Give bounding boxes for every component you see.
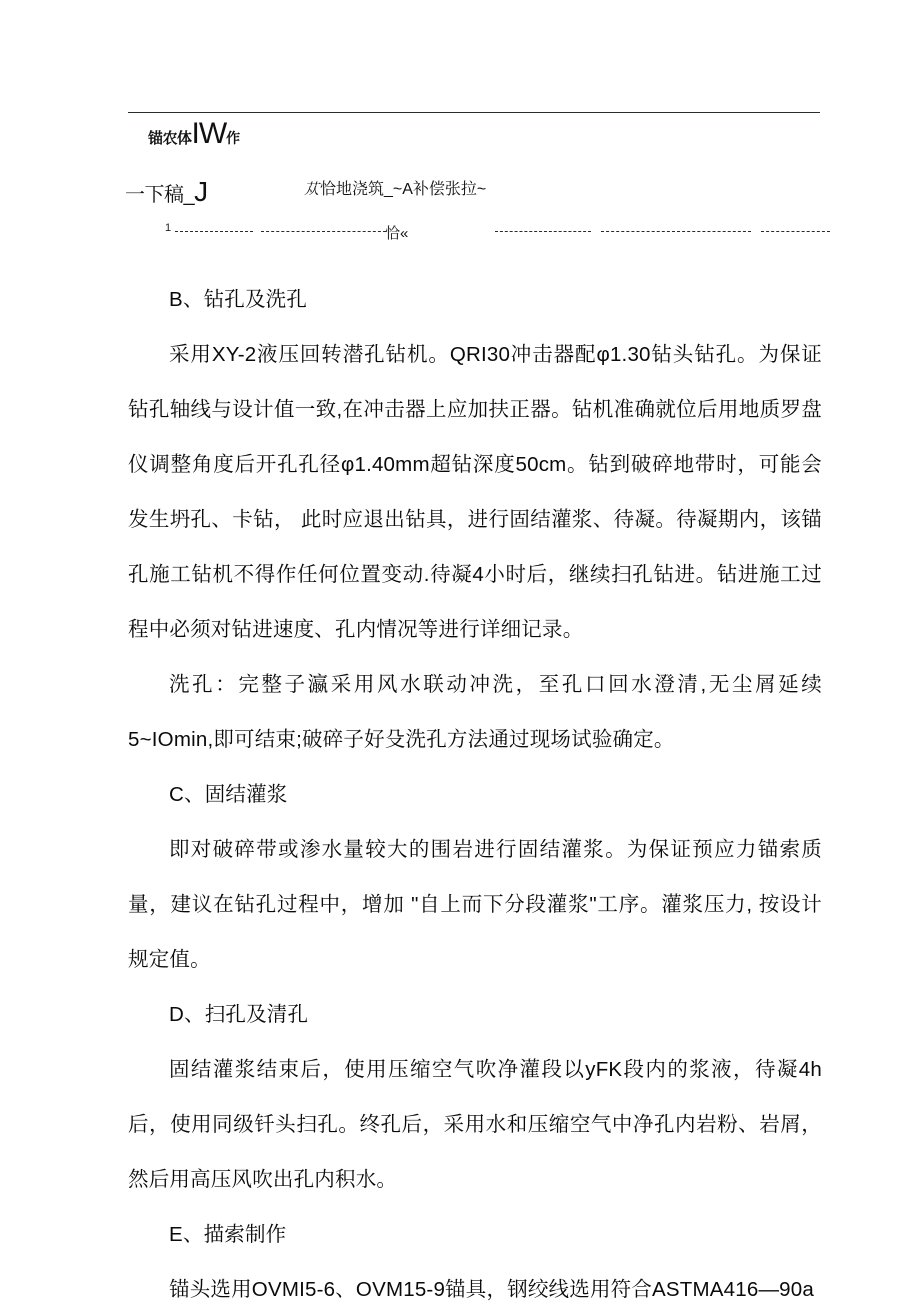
figure-label-draft bbox=[125, 178, 208, 206]
figure-label-a-suffix: 作 bbox=[226, 130, 241, 146]
figure-label-a-prefix: 锚农体 bbox=[148, 130, 192, 147]
paragraph-consolidation-grouting: 即对破碎带或渗水量较大的围岩进行固结灌浆。为保证预应力锚索质量，建议在钻孔过程中，增加 "自上而下分段灌浆"工序。灌浆压力, 按设计规定值。 bbox=[128, 838, 822, 971]
figure-label-c-text: 恰地浇筑_~A补偿张拉~ bbox=[320, 181, 487, 198]
paragraph-drilling: 采用XY-2液压回转潜孔钻机。QRI30冲击器配φ1.30钻头钻孔。为保证钻孔轴线与设计值一致,在冲击器上应加扶正器。钻机准确就位后用地质罗盘仪调整角度后开孔孔径φ1.40mm超钻深度50cm。钻到破碎地带时，可能会发生坍孔、卡钻， 此时应退出钻具，进行固结灌浆、待凝。待凝期内，该锚孔施工钻机不得作任何位置变动.待凝4小时后，继续扫孔钻进。钻进施工过程中必须对钻进速度、孔内情况等进行详细记录。 bbox=[128, 343, 822, 641]
dash-segment-4 bbox=[601, 231, 751, 232]
figure-label-anchor-body bbox=[148, 119, 240, 149]
figure-horizontal-rule bbox=[128, 112, 820, 113]
section-heading-d: D、扫孔及清孔 bbox=[169, 1003, 309, 1026]
paragraph-hole-sweeping: 固结灌浆结束后，使用压缩空气吹净灌段以yFK段内的浆液，待凝4h后，使用同级钎头扫孔。终孔后，采用水和压缩空气中净孔内岩粉、岩屑，然后用高压风吹出孔内积水。 bbox=[128, 1058, 822, 1191]
document-body bbox=[128, 272, 822, 1301]
figure-label-pour-tension bbox=[302, 181, 487, 198]
figure-label-b-text: 一下稿_ bbox=[125, 184, 195, 206]
section-heading-e: E、描索制作 bbox=[169, 1223, 287, 1246]
figure-fragment bbox=[0, 0, 920, 250]
figure-label-a-main: IW bbox=[191, 117, 227, 150]
figure-label-c-skewed-glyph: 苁 bbox=[302, 181, 323, 198]
section-heading-b: B、钻孔及洗孔 bbox=[169, 288, 308, 311]
section-heading-c: C、固结灌浆 bbox=[169, 783, 288, 806]
figure-dashed-baseline bbox=[165, 222, 830, 240]
dash-segment-5 bbox=[761, 231, 830, 232]
paragraph-hole-washing: 洗孔：完整子瀛采用风水联动冲洗，至孔口回水澄清,无尘屑延续5~IOmin,即可结束;破碎子好殳洗孔方法通过现场试验确定。 bbox=[128, 673, 822, 751]
figure-dash-number: 1 bbox=[165, 222, 172, 234]
figure-dash-mid-label: 恰« bbox=[385, 225, 409, 242]
paragraph-anchor-fabrication: 锚头选用OVMI5-6、OVM15-9锚具，钢绞线选用符合ASTMA416—90a bbox=[169, 1278, 814, 1301]
dash-segment-1 bbox=[175, 231, 253, 232]
figure-label-b-mark: J bbox=[194, 176, 209, 207]
dash-segment-3 bbox=[495, 231, 591, 232]
dash-segment-2 bbox=[261, 231, 386, 232]
